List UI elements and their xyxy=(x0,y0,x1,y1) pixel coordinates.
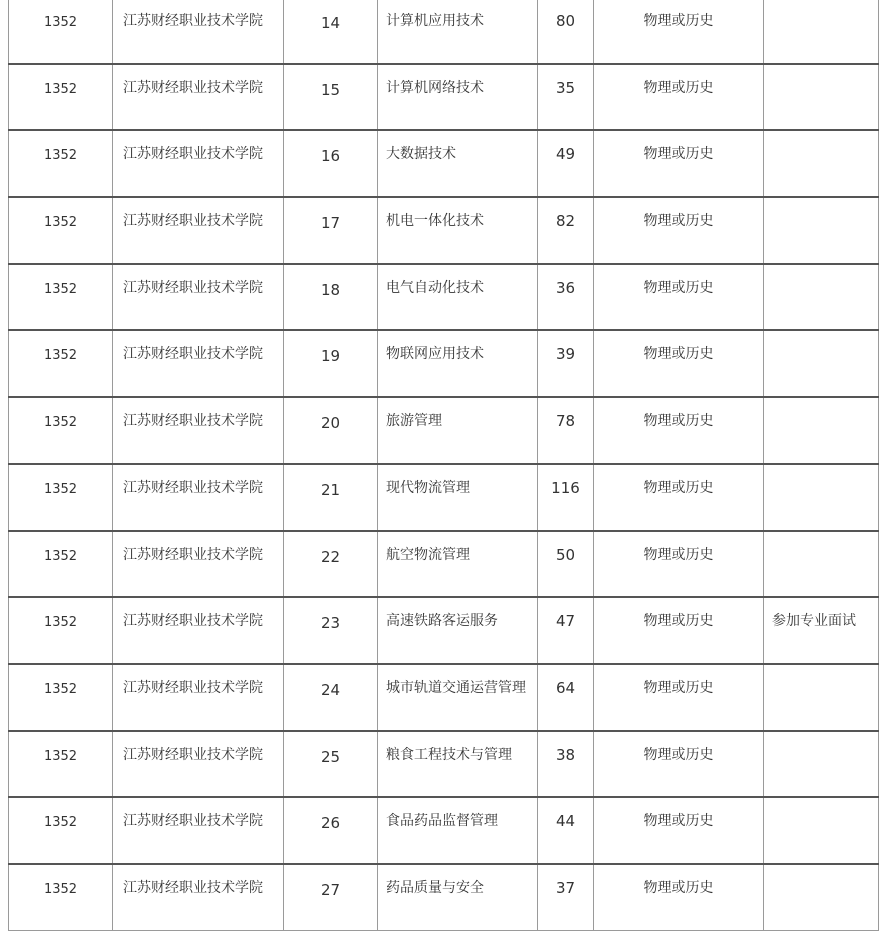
plan-count-cell: 49 xyxy=(538,130,594,197)
remark-cell: 参加专业面试 xyxy=(764,597,879,664)
institution-code-cell: 1352 xyxy=(9,64,113,131)
institution-code-cell: 1352 xyxy=(9,397,113,464)
table-row xyxy=(9,264,879,331)
institution-code-cell: 1352 xyxy=(9,531,113,598)
major-number-cell: 23 xyxy=(284,597,378,664)
subject-requirement-cell: 物理或历史 xyxy=(594,531,764,598)
plan-count-cell: 36 xyxy=(538,264,594,331)
institution-code-cell: 1352 xyxy=(9,864,113,930)
table-row xyxy=(9,197,879,264)
remark-cell xyxy=(764,264,879,331)
table-row xyxy=(9,664,879,731)
institution-name-cell: 江苏财经职业技术学院 xyxy=(113,397,284,464)
major-name-cell: 现代物流管理 xyxy=(378,464,538,531)
institution-code-cell: 1352 xyxy=(9,664,113,731)
remark-cell xyxy=(764,0,879,64)
major-number-cell: 27 xyxy=(284,864,378,930)
major-number-cell: 15 xyxy=(284,64,378,131)
plan-count-cell: 116 xyxy=(538,464,594,531)
major-name-cell: 物联网应用技术 xyxy=(378,330,538,397)
table-row xyxy=(9,797,879,864)
major-number-cell: 24 xyxy=(284,664,378,731)
remark-cell xyxy=(764,397,879,464)
institution-code-cell: 1352 xyxy=(9,130,113,197)
plan-count-cell: 80 xyxy=(538,0,594,64)
institution-code-cell: 1352 xyxy=(9,597,113,664)
major-number-cell: 18 xyxy=(284,264,378,331)
plan-count-cell: 35 xyxy=(538,64,594,131)
remark-cell xyxy=(764,664,879,731)
institution-code-cell: 1352 xyxy=(9,264,113,331)
subject-requirement-cell: 物理或历史 xyxy=(594,864,764,930)
remark-cell xyxy=(764,797,879,864)
major-name-cell: 电气自动化技术 xyxy=(378,264,538,331)
major-name-cell: 机电一体化技术 xyxy=(378,197,538,264)
major-name-cell: 药品质量与安全 xyxy=(378,864,538,930)
remark-cell xyxy=(764,197,879,264)
subject-requirement-cell: 物理或历史 xyxy=(594,330,764,397)
institution-name-cell: 江苏财经职业技术学院 xyxy=(113,531,284,598)
institution-name-cell: 江苏财经职业技术学院 xyxy=(113,264,284,331)
subject-requirement-cell: 物理或历史 xyxy=(594,731,764,798)
enrollment-table-container xyxy=(8,0,878,899)
plan-count-cell: 64 xyxy=(538,664,594,731)
institution-code-cell: 1352 xyxy=(9,797,113,864)
table-row xyxy=(9,397,879,464)
institution-name-cell: 江苏财经职业技术学院 xyxy=(113,330,284,397)
institution-code-cell: 1352 xyxy=(9,0,113,64)
major-name-cell: 计算机网络技术 xyxy=(378,64,538,131)
major-number-cell: 25 xyxy=(284,731,378,798)
major-name-cell: 大数据技术 xyxy=(378,130,538,197)
plan-count-cell: 39 xyxy=(538,330,594,397)
major-number-cell: 17 xyxy=(284,197,378,264)
table-row xyxy=(9,864,879,930)
institution-code-cell: 1352 xyxy=(9,197,113,264)
enrollment-plan-table xyxy=(8,0,879,931)
major-number-cell: 26 xyxy=(284,797,378,864)
subject-requirement-cell: 物理或历史 xyxy=(594,64,764,131)
institution-name-cell: 江苏财经职业技术学院 xyxy=(113,664,284,731)
major-name-cell: 航空物流管理 xyxy=(378,531,538,598)
institution-name-cell: 江苏财经职业技术学院 xyxy=(113,597,284,664)
table-row xyxy=(9,0,879,64)
subject-requirement-cell: 物理或历史 xyxy=(594,797,764,864)
institution-name-cell: 江苏财经职业技术学院 xyxy=(113,797,284,864)
major-name-cell: 粮食工程技术与管理 xyxy=(378,731,538,798)
plan-count-cell: 78 xyxy=(538,397,594,464)
major-name-cell: 计算机应用技术 xyxy=(378,0,538,64)
table-row xyxy=(9,64,879,131)
plan-count-cell: 82 xyxy=(538,197,594,264)
subject-requirement-cell: 物理或历史 xyxy=(594,130,764,197)
remark-cell xyxy=(764,64,879,131)
subject-requirement-cell: 物理或历史 xyxy=(594,397,764,464)
subject-requirement-cell: 物理或历史 xyxy=(594,464,764,531)
plan-count-cell: 47 xyxy=(538,597,594,664)
table-body xyxy=(9,0,879,930)
major-number-cell: 19 xyxy=(284,330,378,397)
plan-count-cell: 38 xyxy=(538,731,594,798)
plan-count-cell: 37 xyxy=(538,864,594,930)
table-row xyxy=(9,464,879,531)
major-name-cell: 城市轨道交通运营管理 xyxy=(378,664,538,731)
remark-cell xyxy=(764,731,879,798)
major-number-cell: 14 xyxy=(284,0,378,64)
subject-requirement-cell: 物理或历史 xyxy=(594,597,764,664)
remark-cell xyxy=(764,864,879,930)
remark-cell xyxy=(764,464,879,531)
table-row xyxy=(9,330,879,397)
institution-name-cell: 江苏财经职业技术学院 xyxy=(113,130,284,197)
remark-cell xyxy=(764,130,879,197)
institution-name-cell: 江苏财经职业技术学院 xyxy=(113,0,284,64)
plan-count-cell: 50 xyxy=(538,531,594,598)
subject-requirement-cell: 物理或历史 xyxy=(594,264,764,331)
major-name-cell: 旅游管理 xyxy=(378,397,538,464)
major-number-cell: 22 xyxy=(284,531,378,598)
table-row xyxy=(9,531,879,598)
subject-requirement-cell: 物理或历史 xyxy=(594,197,764,264)
major-number-cell: 20 xyxy=(284,397,378,464)
institution-code-cell: 1352 xyxy=(9,464,113,531)
table-row xyxy=(9,731,879,798)
subject-requirement-cell: 物理或历史 xyxy=(594,664,764,731)
remark-cell xyxy=(764,330,879,397)
remark-cell xyxy=(764,531,879,598)
plan-count-cell: 44 xyxy=(538,797,594,864)
subject-requirement-cell: 物理或历史 xyxy=(594,0,764,64)
major-number-cell: 21 xyxy=(284,464,378,531)
institution-code-cell: 1352 xyxy=(9,330,113,397)
table-row xyxy=(9,597,879,664)
institution-name-cell: 江苏财经职业技术学院 xyxy=(113,64,284,131)
major-name-cell: 高速铁路客运服务 xyxy=(378,597,538,664)
major-number-cell: 16 xyxy=(284,130,378,197)
institution-code-cell: 1352 xyxy=(9,731,113,798)
institution-name-cell: 江苏财经职业技术学院 xyxy=(113,197,284,264)
institution-name-cell: 江苏财经职业技术学院 xyxy=(113,464,284,531)
institution-name-cell: 江苏财经职业技术学院 xyxy=(113,864,284,930)
major-name-cell: 食品药品监督管理 xyxy=(378,797,538,864)
table-row xyxy=(9,130,879,197)
institution-name-cell: 江苏财经职业技术学院 xyxy=(113,731,284,798)
